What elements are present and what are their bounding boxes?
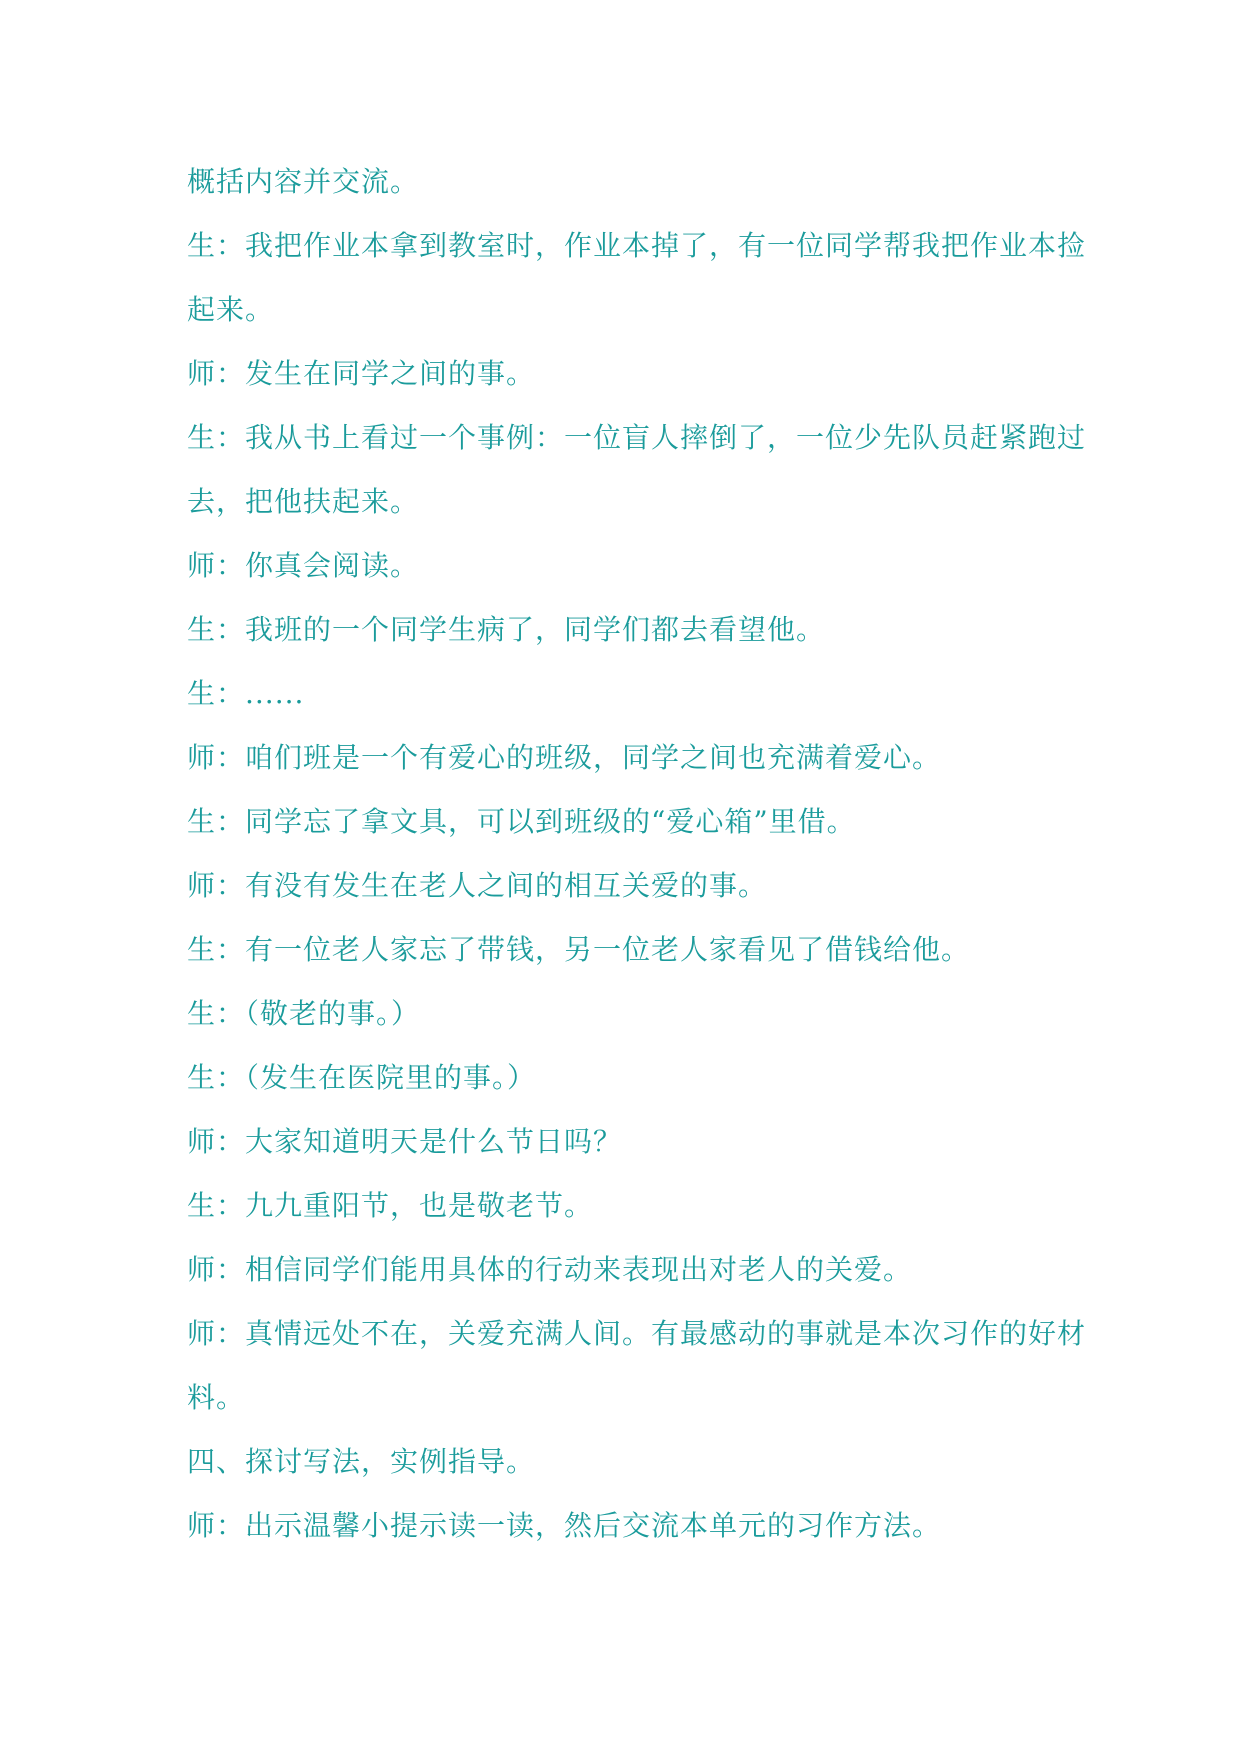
text-line: 生：我班的一个同学生病了，同学们都去看望他。 [187, 613, 826, 646]
text-line: 生：...... [187, 677, 305, 710]
text-line: 生：同学忘了拿文具，可以到班级的“爱心箱”里借。 [187, 805, 856, 838]
text-line: 生：九九重阳节，也是敬老节。 [187, 1189, 594, 1222]
text-line: 生：（发生在医院里的事。） [187, 1061, 537, 1094]
text-line: 师：真情远处不在，关爱充满人间。有最感动的事就是本次习作的好材 [187, 1317, 1087, 1350]
text-line: 生：（敬老的事。） [187, 997, 421, 1030]
text-line: 料。 [187, 1381, 246, 1414]
text-line: 师：相信同学们能用具体的行动来表现出对老人的关爱。 [187, 1253, 913, 1286]
text-line: 师：咱们班是一个有爱心的班级，同学之间也充满着爱心。 [187, 741, 942, 774]
text-line: 师：大家知道明天是什么节日吗？ [187, 1125, 623, 1158]
text-line: 生：我把作业本拿到教室时，作业本掉了，有一位同学帮我把作业本捡 [187, 229, 1087, 262]
text-line: 师：发生在同学之间的事。 [187, 357, 536, 390]
text-line: 师：有没有发生在老人之间的相互关爱的事。 [187, 869, 768, 902]
text-line: 师：出示温馨小提示读一读，然后交流本单元的习作方法。 [187, 1509, 942, 1542]
text-line: 起来。 [187, 293, 275, 326]
text-line: 概括内容并交流。 [187, 165, 420, 198]
text-line: 去，把他扶起来。 [187, 485, 420, 518]
text-line: 生：我从书上看过一个事例：一位盲人摔倒了，一位少先队员赶紧跑过 [187, 421, 1087, 454]
text-line: 生：有一位老人家忘了带钱，另一位老人家看见了借钱给他。 [187, 933, 971, 966]
section-heading: 四、探讨写法，实例指导。 [187, 1445, 536, 1478]
text-line: 师：你真会阅读。 [187, 549, 420, 582]
